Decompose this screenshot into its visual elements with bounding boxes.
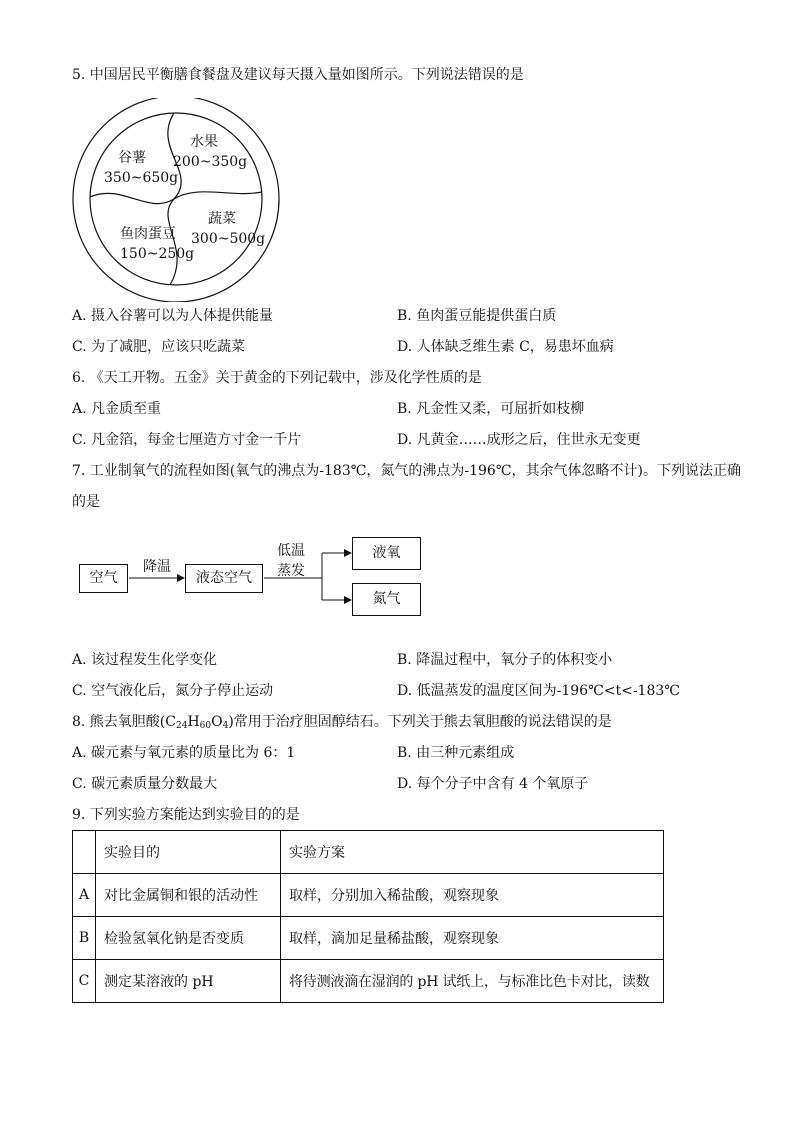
table-row-plan: 取样，滴加足量稀盐酸，观察现象 [281,917,664,960]
table-row-plan: 将待测液滴在湿润的 pH 试纸上，与标准比色卡对比，读数 [281,960,664,1003]
q5-option-c: C. 为了减肥，应该只吃蔬菜 [72,339,246,355]
q5-option-d: D. 人体缺乏维生素 C，易患坏血病 [397,339,614,355]
q7-option-b: B. 降温过程中，氧分子的体积变小 [397,652,613,668]
q6-stem: 6. 《天工开物。五金》关于黄金的下列记载中，涉及化学性质的是 [72,370,482,386]
q7-option-a: A. 该过程发生化学变化 [72,652,218,668]
table-row [73,917,664,960]
table-header-aim: 实验目的 [96,831,281,874]
q7-stem-line1: 7. 工业制氧气的流程如图(氧气的沸点为-183℃，氮气的沸点为-196℃，其余气体忽略不计)。下列说法正确 [72,463,741,479]
table-row [73,960,664,1003]
flow-evap-label-line1: 低温 [277,543,305,559]
table-row [73,874,664,917]
table-row-key: A [73,874,96,917]
q7-stem-line2: 的是 [72,494,100,510]
q5-option-b: B. 鱼肉蛋豆能提供蛋白质 [397,308,557,324]
table-header-plan: 实验方案 [281,831,664,874]
plate-grain-name: 谷薯 [118,150,146,166]
q8-stem-after: )常用于治疗胆固醇结石。下列关于熊去氧胆酸的说法错误的是 [228,714,612,730]
table-row-aim: 测定某溶液的 pH [96,960,281,1003]
q8-h: H [187,714,200,730]
flow-nitrogen-label: 氮气 [372,591,401,607]
experiment-table [72,830,664,1003]
q9-stem: 9. 下列实验方案能达到实验目的的是 [72,807,300,823]
table-row-plan: 取样，分别加入稀盐酸，观察现象 [281,874,664,917]
q8-option-c: C. 碳元素质量分数最大 [72,776,218,792]
flow-evap-label-line2: 蒸发 [277,563,305,579]
table-header-row [73,831,664,874]
q6-option-d: D. 凡黄金……成形之后，住世永无变更 [397,432,641,448]
plate-meat-amount: 150~250g [120,246,195,262]
q8-sub-h: 60 [199,721,212,731]
q6-option-b: B. 凡金性又柔，可屈折如枝柳 [397,401,585,417]
plate-grain-amount: 350~650g [104,170,179,186]
flow-liquid-air-label: 液态空气 [196,570,252,586]
table-row-key: B [73,917,96,960]
q7-option-d: D. 低温蒸发的温度区间为-196℃<t<-183℃ [397,683,680,699]
table-row-key: C [73,960,96,1003]
q8-option-b: B. 由三种元素组成 [397,745,515,761]
plate-veg-amount: 300~500g [191,231,266,247]
q7-option-c: C. 空气液化后，氮分子停止运动 [72,683,274,699]
plate-fruit-name: 水果 [190,134,218,150]
q5-option-a: A. 摄入谷薯可以为人体提供能量 [72,308,274,324]
q8-sub-c: 24 [175,721,188,731]
q8-stem [72,713,612,735]
table-row-aim: 对比金属铜和银的活动性 [96,874,281,917]
q8-sub-o: 4 [222,721,229,731]
table-row-aim: 检验氢氧化钠是否变质 [96,917,281,960]
q8-o: O [211,714,223,730]
flow-air-label: 空气 [89,570,118,586]
flow-cool-label: 降温 [143,559,171,575]
q6-option-a: A. 凡金质至重 [72,401,162,417]
q5-stem: 5. 中国居民平衡膳食餐盘及建议每天摄入量如图所示。下列说法错误的是 [72,67,524,83]
q8-option-a: A. 碳元素与氧元素的质量比为 6：1 [72,745,296,761]
plate-veg-name: 蔬菜 [208,211,236,227]
flow-liquid-oxygen-label: 液氧 [372,545,401,561]
table-header-blank [73,831,96,874]
q8-stem-before: 8. 熊去氧胆酸(C [72,714,176,730]
plate-fruit-amount: 200~350g [173,154,248,170]
plate-meat-name: 鱼肉蛋豆 [120,226,176,242]
q6-option-c: C. 凡金箔，每金七厘造方寸金一千片 [72,432,302,448]
q8-option-d: D. 每个分子中含有 4 个氧原子 [397,776,589,792]
